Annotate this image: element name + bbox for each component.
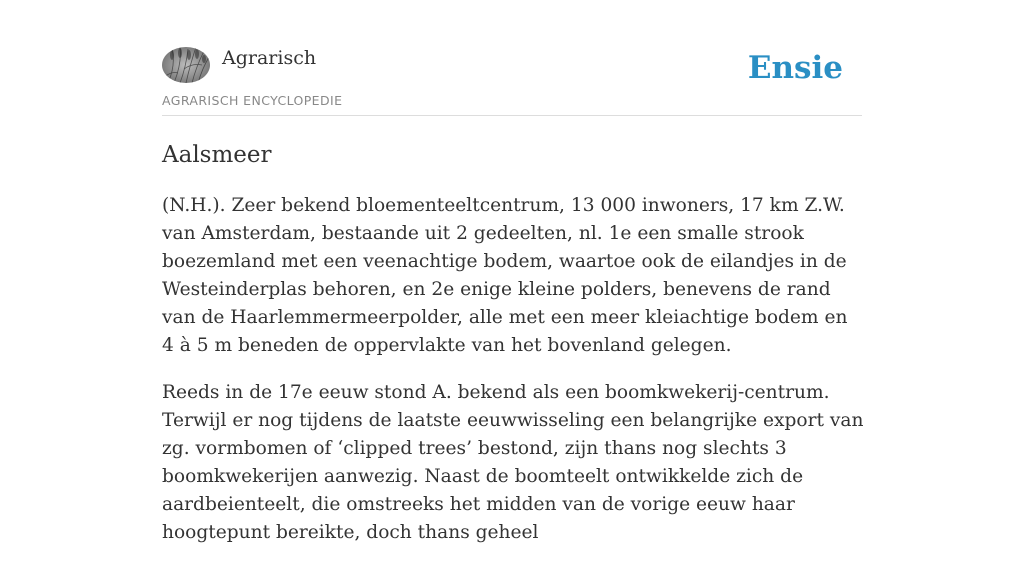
ensie-logo[interactable]: Ensie: [747, 50, 843, 86]
wheat-engraving-icon[interactable]: [162, 47, 210, 83]
header-divider: [162, 115, 862, 116]
article-title: Aalsmeer: [162, 142, 272, 168]
header: [162, 0, 862, 116]
source-subtitle: AGRARISCH ENCYCLOPEDIE: [162, 93, 343, 108]
article-body: [162, 192, 864, 566]
article-paragraph: Reeds in de 17e eeuw stond A. bekend als een boomkwekerij-centrum. Terwijl er nog tijdens de laatste eeuwwisseling een belangrijke export van zg. vormbomen of ‘clipped trees’ bestond, zijn thans nog slechts 3 boomkwekerijen aanwezig. Naast de boomteelt ontwikkelde zich de aardbeienteelt, die omstreeks het midden van de vorige eeuw haar hoogtepunt bereikte, doch thans geheel: [162, 382, 864, 543]
article-paragraph: (N.H.). Zeer bekend bloementeeltcentrum, 13 000 inwoners, 17 km Z.W. van Amsterdam, bestaande uit 2 gedeelten, nl. 1e een smalle strook boezemland met een veenachtige bodem, waartoe ook de eilandjes in de Westeinderplas behoren, en 2e enige kleine polders, benevens de rand van de Haarlemmermeerpolder, alle met een meer kleiachtige bodem en 4 à 5 m beneden de oppervlakte van het bovenland gelegen.: [162, 195, 848, 356]
source-name[interactable]: Agrarisch: [222, 47, 317, 69]
